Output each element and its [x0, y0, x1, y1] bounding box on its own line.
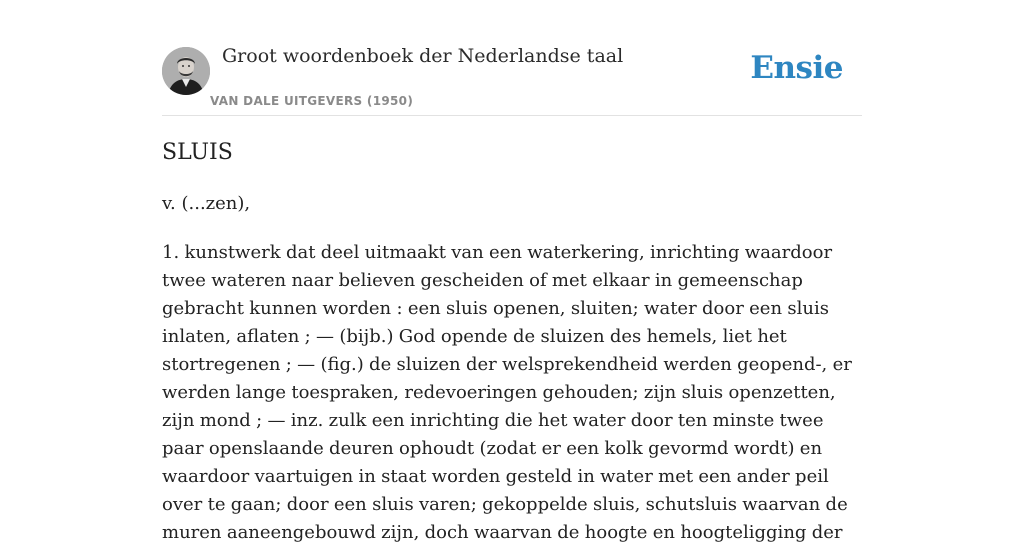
publisher-label: VAN DALE UITGEVERS (1950): [210, 94, 414, 108]
ensie-logo-link[interactable]: Ensie: [750, 50, 843, 86]
author-portrait-icon[interactable]: [162, 47, 210, 95]
entry-definition: 1. kunstwerk dat deel uitmaakt van een waterkering, inrichting waardoor twee wateren naar believen gescheiden of met elkaar in gemeenschap gebracht kunnen worden : een sluis openen, sluiten; water door een sluis inlaten, aflaten ; — (bijb.) God opende de sluizen des hemels, liet het stortregenen ; — (fig.) de sluizen der welsprekendheid werden geopend-, er werden lange toespraken, redevoeringen gehouden; zijn sluis openzetten, zijn mond ; — inz. zulk een inrichting die het water door ten minste twee paar openslaande deuren ophoudt (zodat er een kolk gevormd wordt) en waardoor vaartuigen in staat worden gesteld in water met een ander peil over te gaan; door een sluis varen; gekoppelde sluis, schutsluis waarvan de muren aaneengebouwd zijn, doch waarvan de hoogte en hoogteligging der: [162, 242, 852, 543]
portrait-image: [162, 47, 210, 95]
source-header: [162, 0, 862, 116]
page: [162, 0, 862, 543]
book-title[interactable]: Groot woordenboek der Nederlandse taal: [222, 45, 624, 67]
entry-headword: SLUIS: [162, 140, 233, 165]
entry-grammar: v. (...zen),: [162, 193, 251, 214]
